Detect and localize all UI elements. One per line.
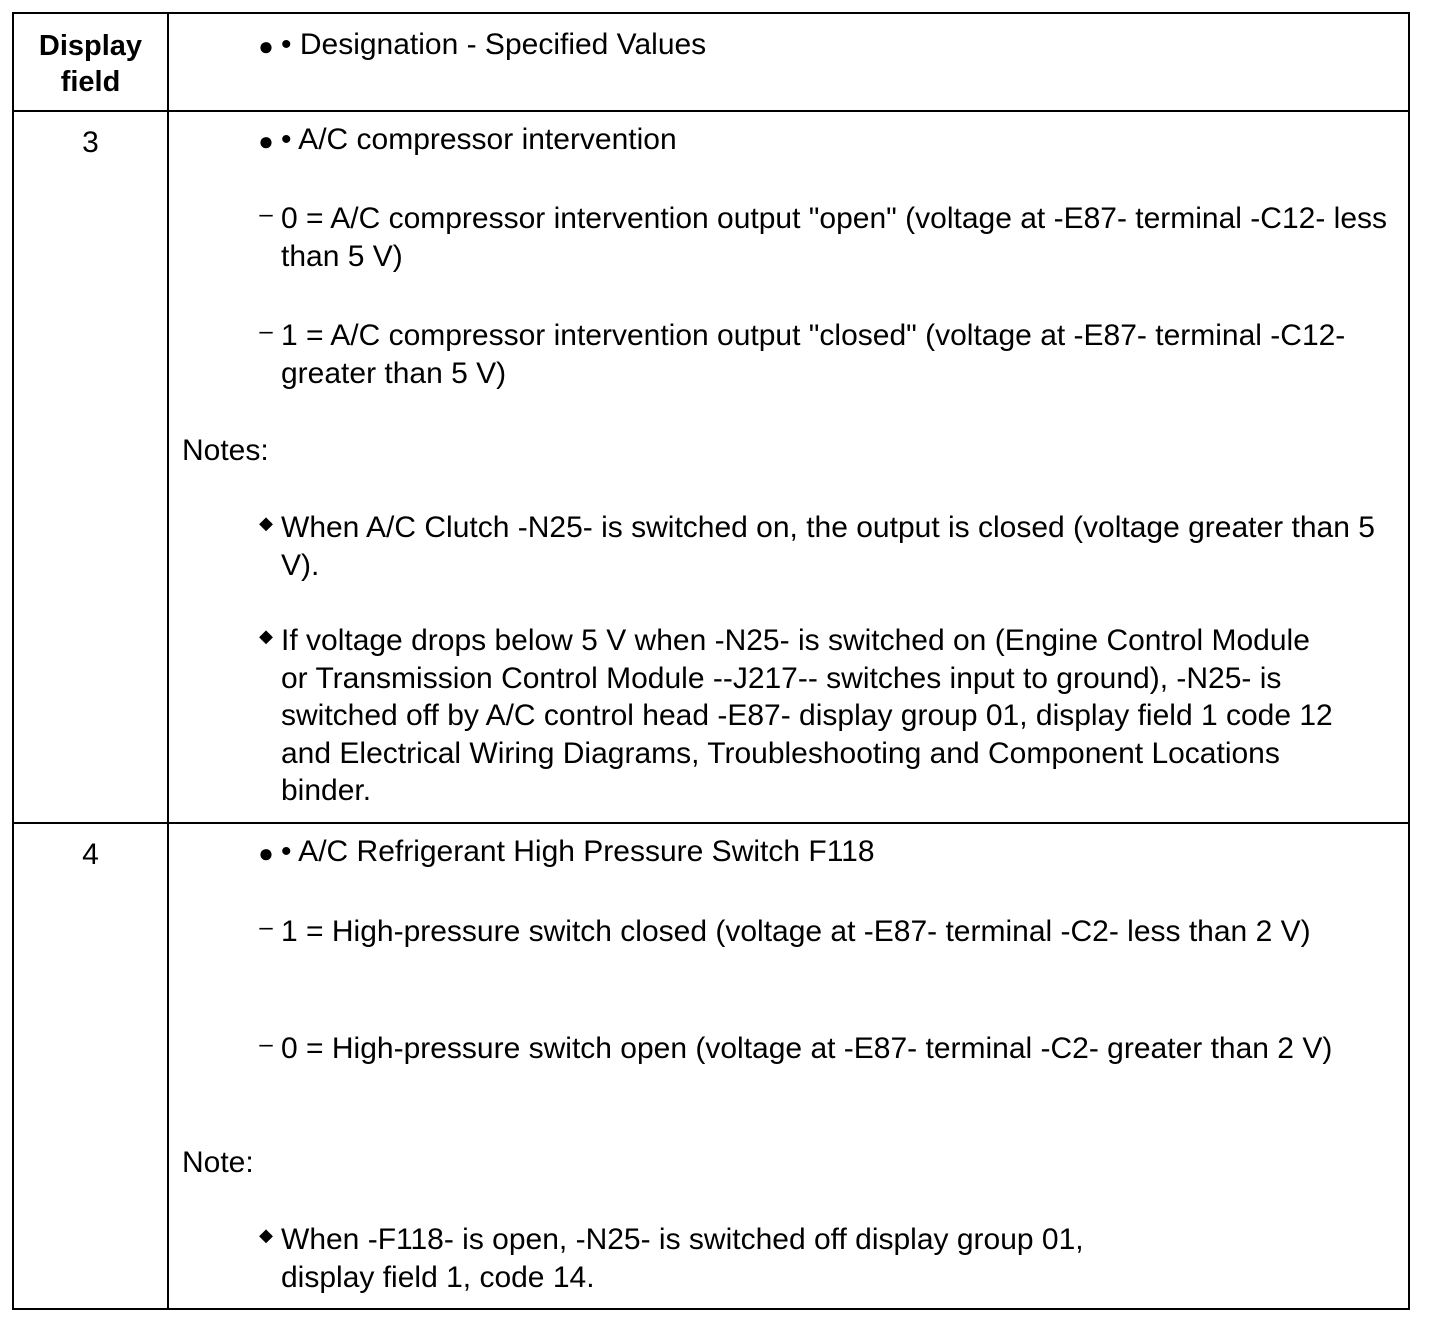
dash-icon: – (259, 318, 273, 345)
value-item (259, 200, 1398, 275)
notes-label: Notes: (182, 434, 269, 467)
diamond-icon: ◆ (259, 513, 273, 533)
description-cell (169, 112, 1408, 822)
diamond-icon: ◆ (259, 626, 273, 646)
designation-header (258, 26, 1398, 64)
value-text: 1 = High-pressure switch closed (voltage at -E87- terminal -C2- less than 2 V) (281, 915, 1311, 948)
note-text: When A/C Clutch -N25- is switched on, the output is closed (voltage greater than 5 V). (281, 511, 1375, 582)
designation-header-cell (169, 14, 1408, 110)
value-text: 1 = A/C compressor intervention output "closed" (voltage at -E87- terminal -C12- greater than 5 V) (281, 319, 1346, 390)
display-field-header-label: Display field (38, 30, 143, 98)
bullet-icon: ● (258, 126, 274, 156)
value-item (259, 1030, 1398, 1068)
table-row (14, 822, 1408, 1308)
row-title-text: • A/C compressor intervention (281, 123, 677, 156)
row-title (258, 121, 1398, 159)
specified-values-table (12, 12, 1410, 1310)
note-item (259, 1221, 1148, 1296)
note-item (259, 622, 1338, 810)
bullet-icon: ● (258, 838, 274, 868)
dash-icon: – (259, 1031, 273, 1058)
note-text: If voltage drops below 5 V when -N25- is switched on (Engine Control Module or Transmission Control Module --J217-- switches input to ground), -N25- is switched off by A/C control head -E87- display group 01, display field 1 code 12 and Electrical Wiring Diagrams, Troubleshooting and Component Locations binder. (281, 624, 1333, 807)
diamond-icon: ◆ (259, 1225, 273, 1245)
row-title-text: • A/C Refrigerant High Pressure Switch F118 (281, 835, 875, 868)
table-header-row (14, 14, 1408, 110)
description-cell (169, 824, 1408, 1308)
value-item (259, 913, 1398, 951)
display-field-number: 4 (14, 824, 169, 1308)
value-text: 0 = High-pressure switch open (voltage at -E87- terminal -C2- greater than 2 V) (281, 1032, 1333, 1065)
display-field-number: 3 (14, 112, 169, 822)
note-text: When -F118- is open, -N25- is switched off display group 01, display field 1, code 14. (281, 1223, 1084, 1294)
row-title (258, 833, 1398, 871)
dash-icon: – (259, 914, 273, 941)
display-field-header (14, 14, 169, 110)
dash-icon: – (259, 201, 273, 228)
designation-header-label: • Designation - Specified Values (281, 28, 707, 61)
notes-label: Note: (182, 1146, 254, 1179)
bullet-icon: ● (258, 31, 274, 61)
note-item (259, 509, 1398, 584)
table-row (14, 110, 1408, 822)
value-item (259, 317, 1398, 392)
value-text: 0 = A/C compressor intervention output "open" (voltage at -E87- terminal -C12- less than 5 V) (281, 202, 1388, 273)
